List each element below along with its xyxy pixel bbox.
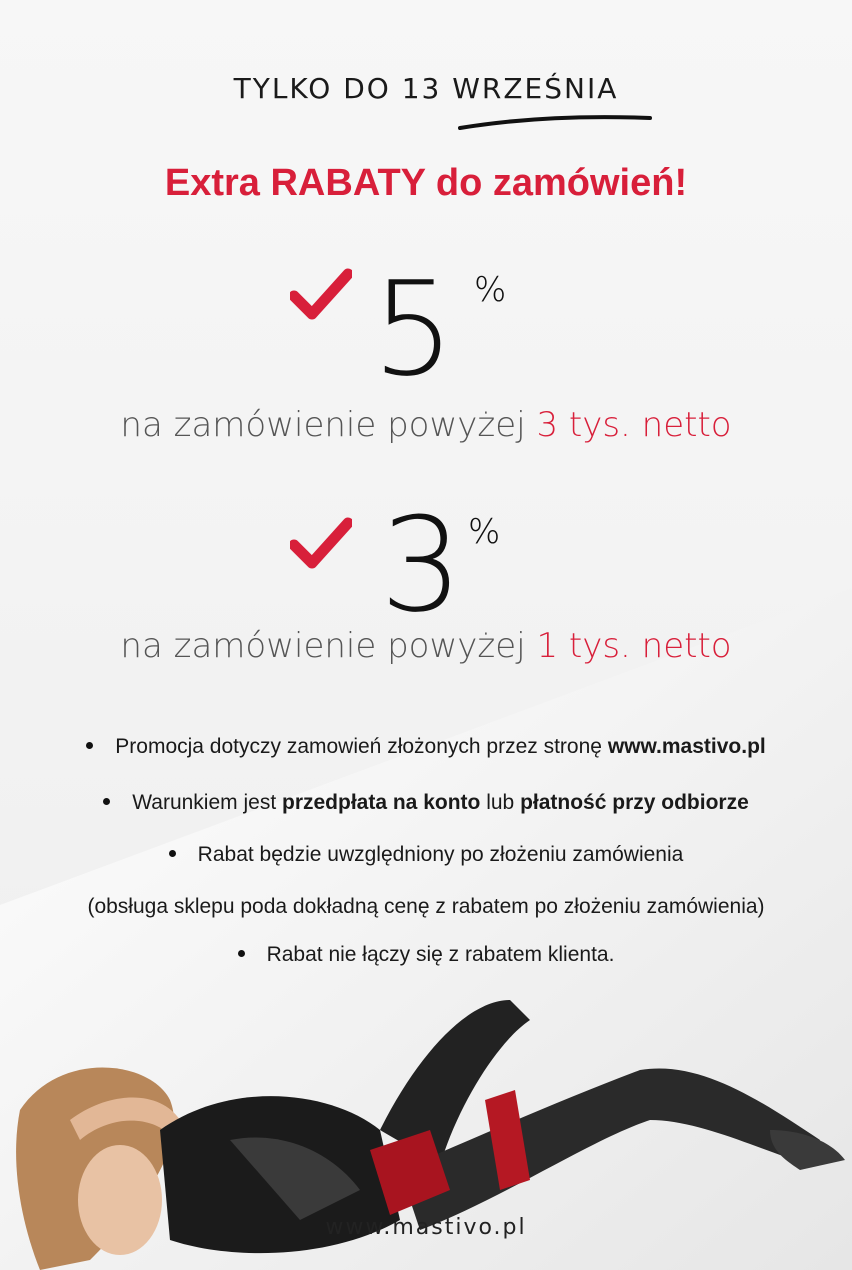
discount-condition-2 <box>0 626 852 666</box>
promo-deadline-headline: TYLKO DO 13 WRZEŚNIA <box>233 72 619 105</box>
discount-value-1: 5 <box>372 253 455 405</box>
condition-text: na zamówienie powyżej <box>120 626 537 666</box>
website-link-text: www.mastivo.pl <box>607 735 766 758</box>
footer-website-url: www.mastivo.pl <box>325 1215 527 1240</box>
list-item-text: Rabat nie łączy się z rabatem klienta. <box>266 943 615 966</box>
list-item <box>0 791 852 815</box>
checkmark-icon <box>290 268 352 322</box>
list-item-text: Promocja dotyczy zamowień złożonych przez stronę <box>115 735 608 758</box>
bullet-dot <box>103 798 110 805</box>
checkmark-icon <box>290 517 352 571</box>
list-item-text: Warunkiem jest <box>132 791 282 814</box>
bullet-dot <box>238 950 245 957</box>
extra-discount-title: Extra RABATY do zamówień! <box>164 162 688 204</box>
list-item-text: Rabat będzie uwzględniony po złożeniu zamówienia <box>197 843 684 866</box>
list-item-note: (obsługa sklepu poda dokładną cenę z rabatem po złożeniu zamówienia) <box>87 895 765 918</box>
list-item <box>0 843 852 867</box>
payment-option-1: przedpłata na konto <box>282 791 481 814</box>
condition-text: na zamówienie powyżej <box>120 405 537 445</box>
discount-unit-1: % <box>474 270 507 310</box>
discount-condition-1 <box>0 405 852 445</box>
list-item-text: lub <box>480 791 521 814</box>
condition-threshold: 1 tys. netto <box>536 626 732 666</box>
bullet-dot <box>169 850 176 857</box>
list-item <box>0 943 852 967</box>
list-item <box>0 735 852 759</box>
brush-underline <box>455 108 655 138</box>
payment-option-2: płatność przy odbiorze <box>520 791 749 814</box>
bullet-dot <box>86 742 93 749</box>
discount-value-2: 3 <box>380 489 463 641</box>
discount-unit-2: % <box>468 512 501 552</box>
condition-threshold: 3 tys. netto <box>536 405 732 445</box>
